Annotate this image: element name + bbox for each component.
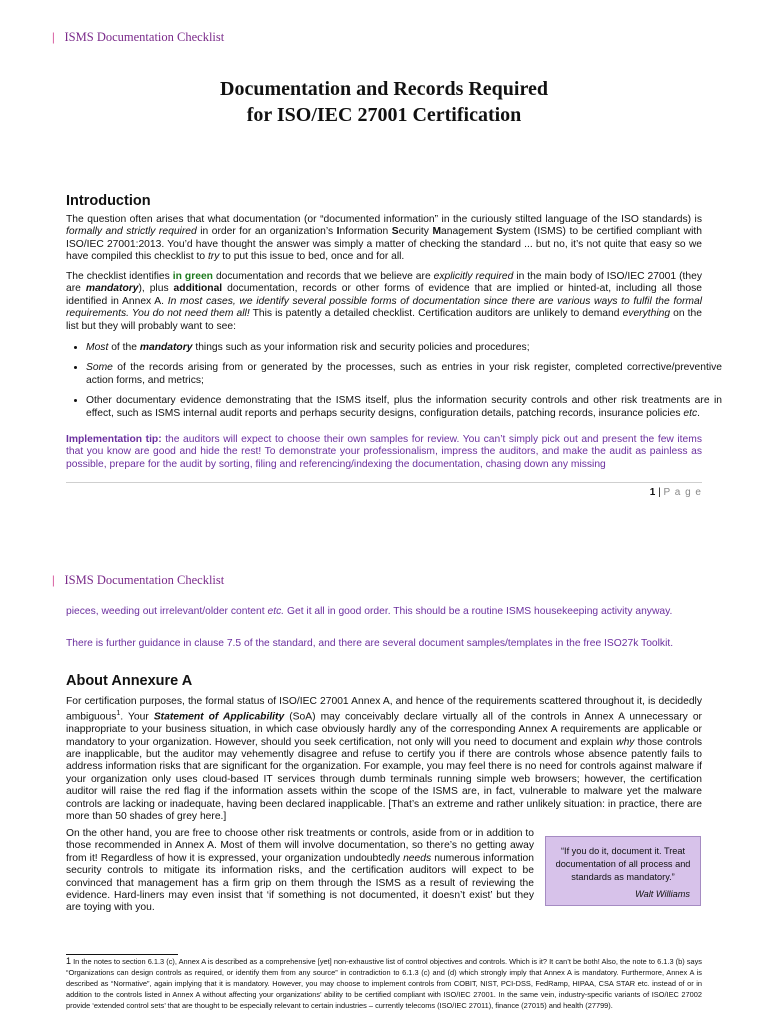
intro-paragraph-2: The checklist identifies in green documentation and records that we believe are explicitly required in the main body of ISO/IEC 27001 (they are mandatory), plus additional documentation, records or other forms of evidence that are implied or hinted-at, including all those identified in Annex A. In most cases, we identify several possible forms of documentation since there are various ways to fulfil the formal requirements. You do not need them all! This is patently a detailed checklist. Certification auditors are unlikely to demand everything on the list but they will probably want to see:: [66, 271, 703, 332]
page-header-2: [52, 573, 224, 588]
intro-paragraph-1: The question often arises that what documentation (or “documented information” in the curiously stilted language of the ISO standards) is formally and strictly required in order for an organization’s Information Security Management System (ISMS) to be certified compliant with ISO/IEC 27001:2013. You’d have thought the answer was simply a matter of checking the standard ... but no, it’s not quite that easy so we have compiled this checklist to try to put this issue to bed, once and for all.: [66, 214, 702, 263]
title-line-1: Documentation and Records Required: [220, 78, 548, 100]
page-header: [52, 30, 224, 45]
header-bar: |: [52, 573, 55, 587]
header-title: ISMS Documentation Checklist: [64, 30, 225, 44]
header-bar: |: [52, 30, 55, 44]
pull-quote: [545, 836, 701, 906]
list-item: • Most of the mandatory things such as your information risk and security policies and procedures;: [86, 342, 722, 354]
evidence-bullet-list: [66, 342, 722, 428]
header-title: ISMS Documentation Checklist: [64, 573, 225, 587]
section-heading-annexure: About Annexure A: [66, 673, 193, 689]
list-item: • Some of the records arising from or generated by the processes, such as entries in your risk register, completed corrective/preventive action forms, and metrics;: [86, 362, 722, 387]
title-line-2: for ISO/IEC 27001 Certification: [246, 104, 522, 126]
guidance-paragraph: There is further guidance in clause 7.5 of the standard, and there are several document samples/templates in the free ISO27k Toolkit.: [66, 638, 674, 649]
implementation-tip: Implementation tip: the auditors will expect to choose their own samples for review. You can’t simply pick out and present the few items that you know are good and hide the rest! To demonstrate your professionalism, impress the auditors, and make the audit as painless as possible, prepare for the audit by sorting, filing and referencing/indexing the documentation, chasing down any missing: [66, 434, 702, 470]
annex-paragraph-1: For certification purposes, the formal status of ISO/IEC 27001 Annex A, and hence of the requirements scattered throughout it, is decidedly ambiguous$^1$. Your Statement of Applicability (SoA) may conceivably declare virtually all of the controls in Annex A unnecessary or inappropriate to your business situation, in which case obviously hardly any of the corresponding Annex A requirements are applicable or mandatory to your organization. However, should you seek certification, not only will you need to document and explain why those controls are inapplicable, but the auditor may vehemently disagree and refuse to certify you if there are controls whose absence patently fails to address information risks that are significant for the organization. For example, you may feel there is no need for controls against malware if your organization only uses cloud-based IT services through dumb terminals running simple web browsers; however, the certification auditor will raise the red flag if the information assets within the scope of the ISMS are, in fact, vulnerable to malware yet the malware controls are lacking or inadequate, having been declared inapplicable. [That’s an extreme and rather unlikely situation: in practice, there are more than 50 shades of grey here.]: [66, 696, 702, 823]
footnote-divider: [66, 954, 178, 955]
section-heading-introduction: Introduction: [66, 193, 151, 209]
footnote: 1 In the notes to section 6.1.3 (c), Annex A is described as a comprehensive [yet] non-exhaustive list of control objectives and controls. Which is it? It can’t be both! Also, the note to 6.1.3 (b) says “Organizations can design controls as required, or identify them from any source” in contradiction to 6.1.3 (c) and (d) which strongly imply that Annex A is mandatory. Furthermore, Annex A is described as “Normative”, again implying that it is mandatory. However, you may choose to implement controls from COBIT, NIST, PCI-DSS, FedRamp, HIPAA, CSA STAR etc. instead of or in addition to the controls listed in Annex A without affecting your organizations’ ability to be certified compliant with ISO/IEC 27001. In the same vein, industry-specific variants of ISO/IEC 27002 provide ‘extended control sets’ that are thought to be especially relevant to certain industries – currently telecoms (ISO/IEC 27011), finance (27015) and health (27799).: [66, 956, 702, 1010]
quote-text: “If you do it, document it. Treat documentation of all process and standards as mandatory.”: [555, 846, 691, 882]
page-divider: [66, 482, 702, 483]
list-item: • Other documentary evidence demonstrating that the ISMS itself, plus the information security controls and other risk treatments are in effect, such as ISMS internal audit reports and perhaps security designs, configuration details, patching records, insurance policies etc.: [86, 395, 722, 420]
quote-author: Walt Williams: [635, 889, 690, 899]
document-title: [0, 76, 768, 128]
tip-continuation: pieces, weeding out irrelevant/older content etc. Get it all in good order. This should be a routine ISMS housekeeping activity anyway.: [66, 606, 673, 617]
annex-paragraph-2: On the other hand, you are free to choose other risk treatments or controls, aside from or in addition to those recommended in Annex A. Most of them will involve documentation, so there’s no getting away from it! Regardless of how it is expressed, your organization undoubtedly needs numerous information security controls to mitigate its information risks, and the certification auditors will expect to be convinced that management has a firm grip on them through the ISMS as a result of reviewing the evidence. Hard-liners may even insist that ‘if something is not documented, it doesn’t exist’ but they are toying with you.: [66, 828, 534, 914]
page-number: 1 | P a g e: [649, 487, 702, 498]
